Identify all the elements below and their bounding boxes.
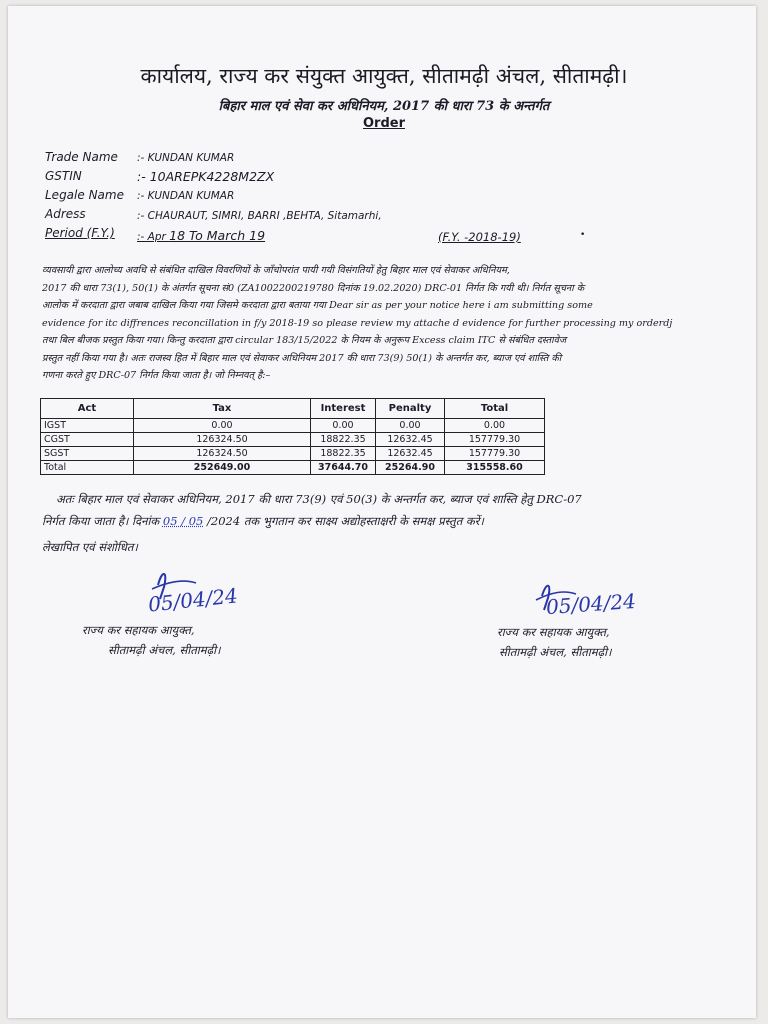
- table-cell: 157779.30: [445, 433, 545, 447]
- right-designation: राज्य कर सहायक आयुक्त,: [497, 625, 610, 639]
- col-header-total: Total: [445, 399, 545, 419]
- act-subtitle: बिहार माल एवं सेवा कर अधिनियम, 2017 की धारा 73 के अन्तर्गत: [218, 99, 550, 114]
- table-cell: 126324.50: [134, 433, 311, 447]
- order-heading: Order: [363, 116, 405, 131]
- col-header-tax: Tax: [134, 399, 311, 419]
- handwritten-due-date: 05 / 05: [162, 514, 204, 528]
- para1-line: आलोक में करदाता द्वारा जबाब दाखिल किया गया जिसमे करदाता द्वारा बताया गया Dear sir as per your notice here i am submitting some: [42, 300, 593, 311]
- address-value: :- CHAURAUT, SIMRI, BARRI ,BEHTA, Sitamarhi,: [137, 210, 382, 222]
- left-designation: राज्य कर सहायक आयुक्त,: [82, 623, 195, 637]
- legal-name-value: :- KUNDAN KUMAR: [137, 190, 235, 202]
- table-cell: 18822.35: [311, 433, 376, 447]
- table-cell: CGST: [41, 433, 134, 447]
- table-header-row: [41, 399, 545, 419]
- period-label: Period (F.Y.): [45, 226, 115, 240]
- order-paragraph-2: [56, 488, 706, 510]
- left-signatory: [82, 620, 220, 660]
- table-row: [41, 447, 545, 461]
- col-header-penalty: Penalty: [376, 399, 445, 419]
- table-cell: 12632.45: [376, 433, 445, 447]
- table-cell: 0.00: [376, 419, 445, 433]
- para2-suffix: /2024 तक भुगतान कर साक्ष्य अद्योहस्ताक्षरी के समक्ष प्रस्तुत करें।: [203, 514, 484, 528]
- table-cell: SGST: [41, 447, 134, 461]
- address-label: Adress: [45, 207, 86, 221]
- financial-year: (F.Y. -2018-19): [438, 230, 521, 244]
- table-cell: 126324.50: [134, 447, 311, 461]
- table-cell: IGST: [41, 419, 134, 433]
- para1-line: 2017 की धारा 73(1), 50(1) के अंतर्गत सूचना सं0 (ZA100220021978​0 दिनांक 19.02.2020) DRC-01 निर्गत कि गयी थी। निर्गत सूचना के: [42, 282, 585, 294]
- gstin-label: GSTIN: [45, 169, 82, 183]
- right-signature-date: 05/04/24: [545, 588, 637, 620]
- table-row: [41, 419, 545, 433]
- right-place: सीतामढ़ी अंचल, सीतामढ़ी।: [499, 645, 612, 659]
- para1-line: evidence for itc diffrences reconcillation in f/y 2018-19 so please review my attache d evidence for further processing my orderdj: [42, 317, 673, 329]
- closing-note: लेखापित एवं संशोधित।: [42, 540, 138, 554]
- period-prefix: :- Apr: [137, 231, 170, 243]
- table-cell: 12632.45: [376, 447, 445, 461]
- table-cell: 0.00: [134, 419, 311, 433]
- table-cell: 18822.35: [311, 447, 376, 461]
- col-header-interest: Interest: [311, 399, 376, 419]
- para1-line: प्रस्तुत नहीं किया गया है। अतः राजस्व हित में बिहार माल एवं सेवाकर अधिनियम 2017 की धारा 73(9) 50(1) के अन्तर्गत कर, ब्याज एवं शास्ति की: [42, 352, 562, 364]
- dot-mark: •: [580, 230, 586, 240]
- table-cell: 157779.30: [445, 447, 545, 461]
- office-title: कार्यालय, राज्य कर संयुक्त आयुक्त, सीतामढ़ी अंचल, सीतामढ़ी।: [140, 64, 628, 88]
- left-signature-date: 05/04/24: [146, 583, 239, 617]
- order-paragraph-1: [42, 262, 704, 385]
- table-cell: 0.00: [311, 419, 376, 433]
- para1-line: व्यवसायी द्वारा आलोच्य अवधि से संबंधित दाखिल विवरणियों के जाँचोपरांत पायी गयी विसंगतियों हेतु बिहार माल एवं सेवाकर अधिनियम,: [42, 265, 510, 276]
- para2-prefix: निर्गत किया जाता है। दिनांक: [42, 514, 163, 528]
- trade-name-label: Trade Name: [45, 150, 118, 164]
- para1-line: तथा बिल बीजक प्रस्तुत किया गया। किन्तु करदाता द्वारा circular 183/15/2022 के नियम के अनुरूप Excess claim ITC से संबंधित दस्तावेज: [42, 335, 567, 346]
- order-paragraph-2-cont: [42, 510, 692, 532]
- table-cell: 0.00: [445, 419, 545, 433]
- table-total-row: [41, 461, 545, 475]
- para2-line: अतः बिहार माल एवं सेवाकर अधिनियम, 2017 की धारा 73(9) एवं 50(3) के अन्तर्गत कर, ब्याज एवं शास्ति हेतु DRC-07: [56, 492, 582, 506]
- table-cell: 25264.90: [376, 461, 445, 475]
- period-range: 18 To March 19: [169, 228, 266, 243]
- table-cell: Total: [41, 461, 134, 475]
- table-cell: 37644.70: [311, 461, 376, 475]
- legal-name-label: Legale Name: [45, 188, 124, 202]
- table-cell: 252649.00: [134, 461, 311, 475]
- para1-line: गणना करते हुए DRC-07 निर्गत किया जाता है। जो निम्नवत् है:–: [42, 370, 271, 381]
- period-value: [137, 228, 265, 243]
- trade-name-value: :- KUNDAN KUMAR: [137, 152, 235, 164]
- table-cell: 315558.60: [445, 461, 545, 475]
- col-header-act: Act: [41, 399, 134, 419]
- demand-table: [40, 398, 545, 475]
- gstin-value: :- 10AREPK4228M2ZX: [137, 169, 275, 184]
- table-row: [41, 433, 545, 447]
- right-signatory: [497, 622, 611, 662]
- left-place: सीतामढ़ी अंचल, सीतामढ़ी।: [108, 643, 221, 657]
